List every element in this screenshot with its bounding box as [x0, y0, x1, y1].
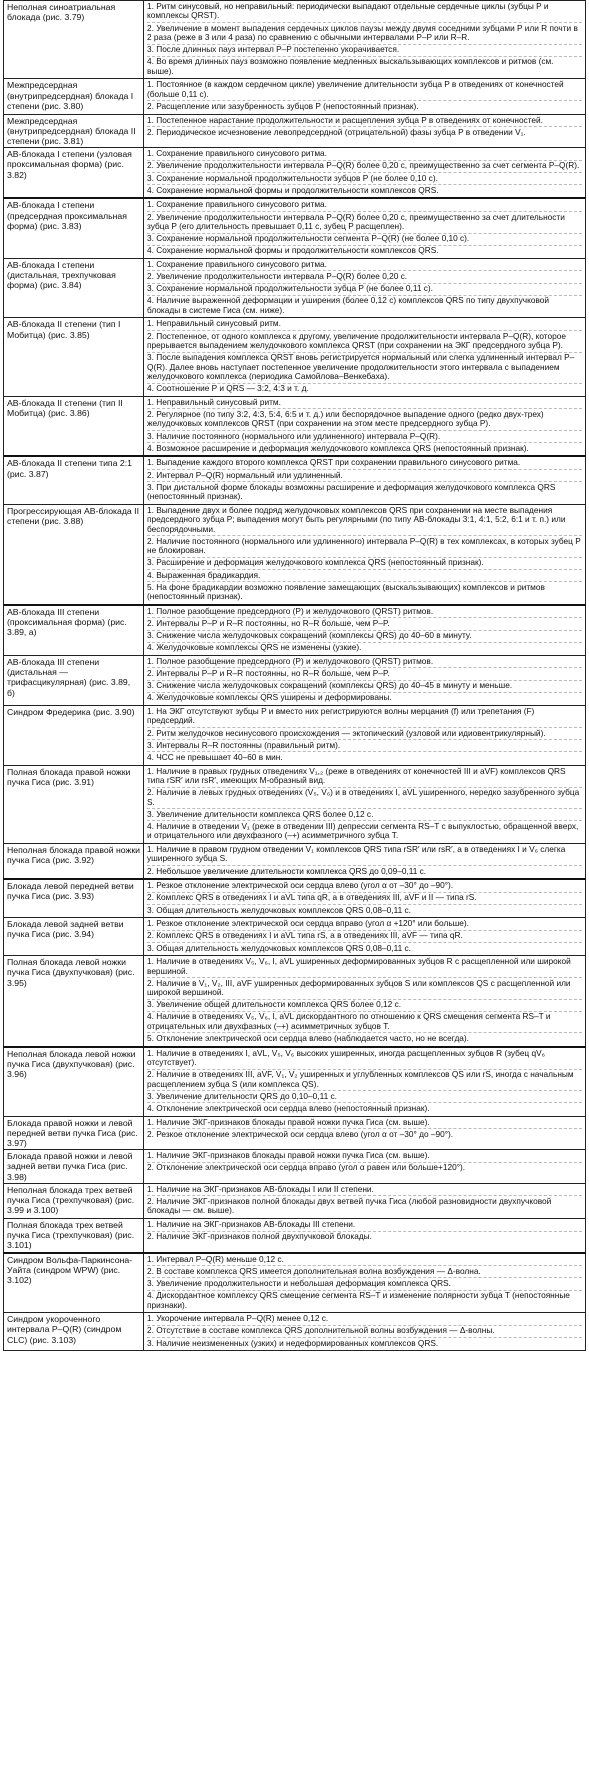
sign-item: 1. На ЭКГ отсутствуют зубцы P и вместо них регистрируются волны мерцания (f) или трепетания (F) предсердий.	[147, 707, 582, 728]
sign-item: 3. Расширение и деформация желудочкового комплекса QRS (непостоянный признак).	[147, 558, 582, 570]
condition-cell: Межпредсердная (внутрипредсердная) блокада II степени (рис. 3.81)	[4, 114, 144, 148]
signs-cell	[144, 1116, 586, 1150]
sign-item: 2. Расщепление или зазубренность зубцов P (непостоянный признак).	[147, 100, 419, 111]
sign-item: 2. Комплекс QRS в отведениях I и aVL типа qR, а в отведениях III, aVF и II — типа rS.	[147, 893, 582, 905]
sign-item: 2. Увеличение продолжительности интервала P–Q(R) более 0,20 с, преимущественно за счет сегмента P–Q(R).	[147, 161, 582, 173]
sign-item: 2. Резкое отклонение электрической оси сердца влево (угол α от –30° до –90°).	[147, 1128, 454, 1139]
signs-cell	[144, 258, 586, 318]
condition-cell: Неполная блокада трех ветвей пучка Гиса (трехпучковая) (рис. 3.99 и 3.100)	[4, 1183, 144, 1218]
signs-cell	[144, 114, 586, 148]
table-row	[4, 706, 586, 766]
table-row	[4, 504, 586, 604]
signs-cell	[144, 504, 586, 604]
sign-item: 1. Неправильный синусовый ритм.	[147, 319, 582, 331]
sign-item: 2. Небольшое увеличение длительности комплекса QRS до 0,09–0,11 с.	[147, 865, 427, 876]
condition-cell: АВ-блокада III степени (проксимальная форма) (рис. 3.89, а)	[4, 605, 144, 656]
sign-item: 5. Отклонение электрической оси сердца влево (наблюдается часто, но не всегда).	[147, 1033, 469, 1044]
sign-item: 1. Выпадение каждого второго комплекса QRST при сохранении правильного синусового ритма.	[147, 458, 582, 470]
condition-cell: Синдром Фредерика (рис. 3.90)	[4, 706, 144, 766]
signs-cell	[144, 655, 586, 705]
sign-item: 1. Укорочение интервала P–Q(R) менее 0,12 с.	[147, 1314, 582, 1326]
table-row	[4, 1047, 586, 1116]
table-row	[4, 114, 586, 148]
sign-item: 2. Наличие в V₁, V₂, III, aVF уширенных деформированных зубцов S или комплексов QS с расщепленной или широкой вершиной.	[147, 979, 582, 1000]
sign-item: 3. После длинных пауз интервал P–P постепенно укорачивается.	[147, 45, 582, 57]
table-row	[4, 843, 586, 879]
sign-item: 3. Сохранение нормальной продолжительности сегмента P–Q(R) (не более 0,10 с).	[147, 234, 582, 246]
sign-item: 3. Наличие постоянного (нормального или удлиненного) интервала P–Q(R).	[147, 432, 582, 444]
condition-cell: АВ-блокада I степени (узловая проксимальная форма) (рис. 3.82)	[4, 148, 144, 199]
signs-cell	[144, 148, 586, 199]
table-row	[4, 879, 586, 917]
condition-cell: Синдром Вольфа-Паркинсона-Уайта (синдром WPW) (рис. 3.102)	[4, 1253, 144, 1313]
condition-cell: АВ-блокада II степени типа 2:1 (рис. 3.87)	[4, 456, 144, 504]
sign-item: 4. Наличие в отведениях V₅, V₆, I, aVL дискордантного по отношению к QRS смещения сегмента RS–T и отрицательных или двухфазных (–+) асимметричных зубцов T.	[147, 1012, 582, 1033]
signs-cell	[144, 956, 586, 1047]
ecg-conduction-table	[3, 0, 586, 1351]
condition-cell: Неполная блокада правой ножки пучка Гиса (рис. 3.92)	[4, 843, 144, 879]
condition-cell: Блокада правой ножки и левой задней ветви пучка Гиса (рис. 3.98)	[4, 1150, 144, 1184]
signs-cell	[144, 765, 586, 843]
signs-cell	[144, 605, 586, 656]
table-row	[4, 198, 586, 258]
signs-cell	[144, 456, 586, 504]
sign-item: 3. Увеличение длительности комплекса QRS более 0,12 с.	[147, 810, 582, 822]
sign-item: 1. Полное разобщение предсердного (P) и желудочкового (QRST) ритмов.	[147, 607, 582, 619]
sign-item: 1. Полное разобщение предсердного (P) и желудочкового (QRST) ритмов.	[147, 657, 582, 669]
signs-cell	[144, 1253, 586, 1313]
sign-item: 1. Наличие ЭКГ-признаков блокады правой ножки пучка Гиса (см. выше).	[147, 1151, 582, 1163]
condition-cell: Блокада левой задней ветви пучка Гиса (рис. 3.94)	[4, 918, 144, 956]
sign-item: 1. Постоянное (в каждом сердечном цикле) увеличение длительности зубца P в отведениях от конечностей (больше 0,11 с).	[147, 80, 582, 101]
table-row	[4, 148, 586, 199]
sign-item: 2. Наличие ЭКГ-признаков полной двухпучковой блокады.	[147, 1231, 372, 1242]
signs-cell	[144, 198, 586, 258]
table-row	[4, 1116, 586, 1150]
sign-item: 1. Наличие на ЭКГ-признаков АВ-блокады III степени.	[147, 1220, 582, 1232]
signs-cell	[144, 318, 586, 396]
sign-item: 3. Увеличение длительности QRS до 0,10–0,11 с.	[147, 1092, 582, 1104]
sign-item: 3. Сохранение нормальной продолжительности зубцов P (не более 0,10 с).	[147, 174, 582, 186]
sign-item: 3. При дистальной форме блокады возможны расширение и деформация желудочкового комплекса QRS (непостоянный признак).	[147, 481, 556, 502]
sign-item: 3. Общая длительность желудочковых комплексов QRS 0,08–0,11 с.	[147, 904, 411, 915]
sign-item: 4. Отклонение электрической оси сердца влево (непостоянный признак).	[147, 1103, 430, 1114]
signs-cell	[144, 1219, 586, 1253]
sign-item: 1. Наличие в правом грудном отведении V₁ комплексов QRS типа rSR′ или rsR′, а в отведениях I и V₆ слегка уширенного зубца S.	[147, 845, 582, 866]
table-row	[4, 1150, 586, 1184]
table-row	[4, 396, 586, 456]
sign-item: 2. Регулярное (по типу 3:2, 4:3, 5:4, 6:5 и т. д.) или беспорядочное выпадение одного (редко двух-трех) желудочковых комплексов QRST (при сохранении на этом месте предсердного зубца P).	[147, 410, 582, 431]
sign-item: 2. Интервалы P–P и R–R постоянны, но R–R больше, чем P–P.	[147, 619, 582, 631]
signs-cell	[144, 879, 586, 917]
sign-item: 2. Отсутствие в составе комплекса QRS дополнительной волны возбуждения — Δ-волны.	[147, 1326, 582, 1338]
sign-item: 4. Соотношение P и QRS — 3:2, 4:3 и т. д.	[147, 383, 309, 394]
sign-item: 1. Наличие в отведениях I, aVL, V₅, V₆ высоких уширенных, иногда расщепленных зубцов R (зубец qV₆ отсутствует).	[147, 1049, 582, 1070]
table-row	[4, 765, 586, 843]
table-row	[4, 918, 586, 956]
sign-item: 1. Неправильный синусовый ритм.	[147, 398, 582, 410]
sign-item: 2. Интервалы P–P и R–R постоянны, но R–R больше, чем P–P.	[147, 669, 582, 681]
sign-item: 3. Наличие неизмененных (узких) и недеформированных комплексов QRS.	[147, 1337, 439, 1348]
table-row	[4, 1, 586, 79]
condition-cell: АВ-блокада II степени (тип I Мобитца) (рис. 3.85)	[4, 318, 144, 396]
sign-item: 4. Желудочковые комплексы QRS не изменены (узкие).	[147, 642, 362, 653]
signs-cell	[144, 918, 586, 956]
sign-item: 3. Общая длительность желудочковых комплексов QRS 0,08–0,11 с.	[147, 942, 411, 953]
condition-cell: АВ-блокада II степени (тип II Мобитца) (рис. 3.86)	[4, 396, 144, 456]
table-row	[4, 79, 586, 114]
table-row	[4, 456, 586, 504]
sign-item: 1. Резкое отклонение электрической оси сердца влево (угол α от –30° до –90°).	[147, 881, 582, 893]
sign-item: 4. Наличие в отведении V₁ (реже в отведении III) депрессии сегмента RS–T с выпуклостью, обращенной вверх, и отрицательного или двухфазного (–+) асимметричного зубца T.	[147, 820, 579, 841]
signs-cell	[144, 1047, 586, 1116]
sign-item: 4. ЧСС не превышает 40–60 в мин.	[147, 752, 283, 763]
sign-item: 3. Увеличение общей длительности комплекса QRS более 0,12 с.	[147, 1000, 582, 1012]
signs-cell	[144, 1183, 586, 1218]
sign-item: 1. Наличие ЭКГ-признаков блокады правой ножки пучка Гиса (см. выше).	[147, 1118, 582, 1130]
sign-item: 3. Снижение числа желудочковых сокращений (комплексы QRS) до 40–45 в минуту и меньше.	[147, 681, 582, 693]
condition-cell: Межпредсердная (внутрипредсердная) блокада I степени (рис. 3.80)	[4, 79, 144, 114]
sign-item: 1. Постепенное нарастание продолжительности и расщепления зубца P в отведениях от конечностей.	[147, 116, 582, 128]
sign-item: 4. Сохранение нормальной формы и продолжительности комплексов QRS.	[147, 184, 439, 195]
condition-cell: АВ-блокада I степени (дистальная, трехпучковая форма) (рис. 3.84)	[4, 258, 144, 318]
signs-cell	[144, 1150, 586, 1184]
signs-cell	[144, 79, 586, 114]
sign-item: 3. Сохранение нормальной продолжительности зубца P (не более 0,11 с).	[147, 284, 582, 296]
table-row	[4, 258, 586, 318]
sign-item: 4. Дискордантное комплексу QRS смещение сегмента RS–T и изменение полярности зубца T (непостоянные признаки).	[147, 1290, 570, 1310]
sign-item: 5. На фоне брадикардии возможно появление замещающих (выскальзывающих) комплексов и ритмов (непостоянный признак).	[147, 581, 545, 602]
sign-item: 4. Во время длинных пауз возможно появление медленных выскальзывающих комплексов и ритмов (см. выше).	[147, 56, 554, 76]
signs-cell	[144, 1, 586, 79]
sign-item: 4. Возможное расширение и деформация желудочкового комплекса QRS (непостоянный признак).	[147, 442, 529, 453]
sign-item: 2. Отклонение электрической оси сердца вправо (угол α равен или больше+120°).	[147, 1162, 466, 1173]
sign-item: 2. Постепенное, от одного комплекса к другому, увеличение продолжительности интервала P–Q(R), которое прерывается выпадением желудочкового комплекса QRST (при сохранении на ЭКГ предсердного зубца P).	[147, 332, 582, 353]
sign-item: 1. Сохранение правильного синусового ритма.	[147, 200, 582, 212]
table-body	[4, 1, 586, 1351]
sign-item: 1. Ритм синусовый, но неправильный: периодически выпадают отдельные сердечные циклы (зубцы P и комплексы QRST).	[147, 2, 582, 23]
sign-item: 2. Комплекс QRS в отведениях I и aVL типа rS, а в отведениях III, aVF — типа qR.	[147, 931, 582, 943]
signs-cell	[144, 706, 586, 766]
condition-cell: АВ-блокада III степени (дистальная — трифасцикулярная) (рис. 3.89, б)	[4, 655, 144, 705]
sign-item: 2. Наличие ЭКГ-признаков полной блокады двух ветвей пучка Гиса (любой разновидности двухпучковой блокады — см. выше).	[147, 1196, 552, 1216]
sign-item: 2. Увеличение в момент выпадения сердечных циклов паузы между двумя соседними зубцами P или R почти в 2 раза (реже в 3 или 4 раза) по сравнению с обычными интервалами P–P или R–R.	[147, 24, 582, 45]
table-row	[4, 655, 586, 705]
sign-item: 1. Наличие в отведениях V₅, V₆, I, aVL уширенных деформированных зубцов R с расщепленной или широкой вершиной.	[147, 957, 582, 978]
condition-cell: Полная блокада трех ветвей пучка Гиса (трехпучковая) (рис. 3.101)	[4, 1219, 144, 1253]
condition-cell: Блокада левой передней ветви пучка Гиса (рис. 3.93)	[4, 879, 144, 917]
sign-item: 2. Увеличение продолжительности интервала P–Q(R) более 0,20 с, преимущественно за счет длительности зубца P (его длительность превышает 0,11 с, зубец P расщеплен).	[147, 213, 582, 234]
table-row	[4, 318, 586, 396]
sign-item: 1. Сохранение правильного синусового ритма.	[147, 260, 582, 272]
sign-item: 2. Наличие в отведениях III, aVF, V₁, V₂ уширенных и углубленных комплексов QS или rS, иногда с начальным расщеплением зубца S (или комплекса QS).	[147, 1070, 582, 1091]
condition-cell: Синдром укороченного интервала P–Q(R) (синдром CLC) (рис. 3.103)	[4, 1313, 144, 1351]
sign-item: 1. Резкое отклонение электрической оси сердца вправо (угол α +120° или больше).	[147, 919, 582, 931]
condition-cell: Неполная блокада левой ножки пучка Гиса (двухпучковая) (рис. 3.96)	[4, 1047, 144, 1116]
condition-cell: Неполная синоатриальная блокада (рис. 3.79)	[4, 1, 144, 79]
sign-item: 4. Наличие выраженной деформации и уширения (более 0,12 с) комплексов QRS по типу двухпучковой блокады в системе Гиса (см. ниже).	[147, 295, 550, 315]
table-row	[4, 1313, 586, 1351]
sign-item: 1. Наличие на ЭКГ-признаков АВ-блокады I или II степени.	[147, 1185, 582, 1197]
signs-cell	[144, 1313, 586, 1351]
signs-cell	[144, 396, 586, 456]
sign-item: 1. Наличие в правых грудных отведениях V₁,₂ (реже в отведениях от конечностей III и aVF) комплексов QRS типа rSR′ или rsR′, имеющих M-образный вид.	[147, 767, 582, 788]
sign-item: 3. После выпадения комплекса QRST вновь регистрируется нормальный или слегка удлиненный интервал P–Q(R). Далее вновь наступает постепенное увеличение продолжительности этого интервала с выпадением желудочкового комплекса (периодика Самойлова–Венкебаха).	[147, 353, 582, 383]
sign-item: 3. Увеличение продолжительности и небольшая деформация комплекса QRS.	[147, 1279, 582, 1291]
sign-item: 2. Интервал P–Q(R) нормальный или удлиненный.	[147, 471, 582, 483]
sign-item: 2. Наличие постоянного (нормального или удлиненного) интервала P–Q(R) в тех комплексах, в которых зубец P не блокирован.	[147, 537, 582, 558]
table-row	[4, 1219, 586, 1253]
sign-item: 4. Выраженная брадикардия.	[147, 571, 582, 583]
signs-cell	[144, 843, 586, 879]
sign-item: 2. Периодическое исчезновение левопредсердной (отрицательной) фазы зубца P в отведении V₁.	[147, 126, 526, 137]
table-row	[4, 956, 586, 1047]
sign-item: 2. Увеличение продолжительности интервала P–Q(R) более 0,20 с.	[147, 272, 582, 284]
sign-item: 3. Снижение числа желудочковых сокращений (комплексы QRS) до 40–60 в минуту.	[147, 631, 582, 643]
condition-cell: АВ-блокада I степени (предсердная проксимальная форма) (рис. 3.83)	[4, 198, 144, 258]
sign-item: 2. Наличие в левых грудных отведениях (V₅, V₆) и в отведениях I, aVL уширенного, нередко зазубренного зубца S.	[147, 788, 582, 809]
table-row	[4, 1183, 586, 1218]
condition-cell: Полная блокада левой ножки пучка Гиса (двухпучковая) (рис. 3.95)	[4, 956, 144, 1047]
sign-item: 4. Желудочковые комплексы QRS уширены и деформированы.	[147, 692, 392, 703]
sign-item: 4. Сохранение нормальной формы и продолжительности комплексов QRS.	[147, 245, 439, 256]
sign-item: 3. Интервалы R–R постоянны (правильный ритм).	[147, 741, 582, 753]
table-row	[4, 1253, 586, 1313]
sign-item: 1. Сохранение правильного синусового ритма.	[147, 149, 582, 161]
sign-item: 2. Ритм желудочков несинусового происхождения — эктопический (узловой или идиовентрикулярный).	[147, 729, 582, 741]
table-row	[4, 605, 586, 656]
condition-cell: Полная блокада правой ножки пучка Гиса (рис. 3.91)	[4, 765, 144, 843]
sign-item: 1. Интервал P–Q(R) меньше 0,12 с.	[147, 1255, 582, 1267]
sign-item: 2. В составе комплекса QRS имеется дополнительная волна возбуждения — Δ-волна.	[147, 1267, 582, 1279]
condition-cell: Прогрессирующая АВ-блокада II степени (рис. 3.88)	[4, 504, 144, 604]
sign-item: 1. Выпадение двух и более подряд желудочковых комплексов QRS при сохранении на месте выпадения предсердного зубца P; выпадения могут быть регулярными (по типу АВ-блокады 3:1, 4:1, 5:2, 6:1 и т. п.) или беспорядочными.	[147, 506, 582, 536]
condition-cell: Блокада правой ножки и левой передней ветви пучка Гиса (рис. 3.97)	[4, 1116, 144, 1150]
